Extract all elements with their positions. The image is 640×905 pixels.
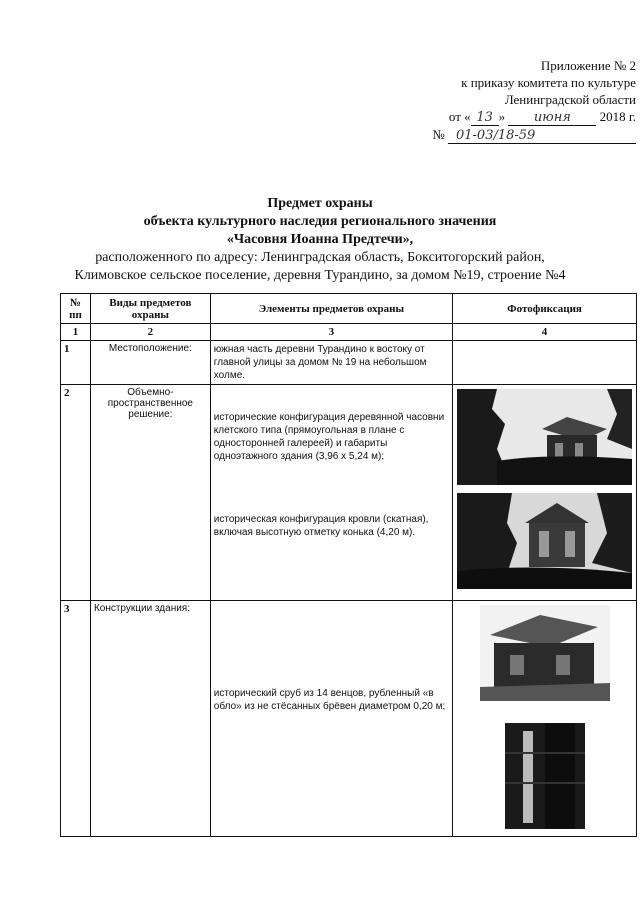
header-num: № пп: [61, 294, 91, 324]
header-elements: Элементы предметов охраны: [210, 294, 452, 324]
protection-table: [60, 293, 637, 837]
row-type: Объемно-пространственное решение:: [90, 385, 210, 601]
row-element: южная часть деревни Турандино к востоку от главной улицы за домом № 19 на небольшом холме.: [210, 341, 452, 385]
row-photo-empty: [453, 341, 637, 385]
row-element: исторические конфигурация деревянной часовни клетского типа (прямоугольная в плане с односторонней галереей) и габариты одноэтажного здания (3,96 х 5,24 м);: [213, 412, 445, 462]
title-line-4: расположенного по адресу: Ленинградская область, Бокситогорский район,: [95, 250, 545, 265]
appendix-order-line: к приказу комитета по культуре: [461, 75, 636, 90]
document-title: [0, 195, 640, 285]
row-photo-cell: [453, 385, 637, 601]
row-elements-cell: [210, 385, 452, 601]
row-number: 1: [61, 341, 91, 385]
header-row: [61, 294, 637, 324]
number-prefix: №: [432, 127, 445, 142]
date-mid: »: [498, 109, 506, 124]
appendix-number-line: [386, 126, 636, 144]
title-line-2: объекта культурного наследия регионального значения: [143, 214, 497, 229]
date-year: 2018 г.: [599, 109, 636, 124]
row-element: исторический сруб из 14 венцов, рубленный «в обло» из не стёсанных брёвен диаметром 0,20 м;: [213, 688, 446, 712]
table-row: [61, 385, 637, 601]
column-number-row: [61, 324, 637, 341]
col-number: 4: [453, 324, 637, 341]
chapel-photo-2: [457, 493, 632, 589]
log-frame-photo-2: [505, 723, 585, 829]
title-line-1: Предмет охраны: [267, 196, 373, 211]
table-row: [61, 601, 637, 837]
date-month: июня: [508, 111, 596, 126]
log-frame-photo-1: [480, 605, 610, 701]
appendix-title: Приложение № 2: [540, 58, 636, 73]
appendix-committee-line: Ленинградской области: [504, 92, 636, 107]
header-photo: Фотофиксация: [453, 294, 637, 324]
date-prefix: от «: [448, 109, 471, 124]
row-element: историческая конфигурация кровли (скатная), включая высотную отметку конька (4,20 м).: [213, 514, 429, 538]
title-line-5: Климовское сельское поселение, деревня Турандино, за домом №19, строение №4: [74, 268, 566, 283]
appendix-block: [386, 57, 636, 144]
date-day: 13: [471, 111, 499, 126]
order-number: 01-03/18-59: [448, 129, 636, 144]
title-line-3: «Часовня Иоанна Предтечи»,: [226, 232, 414, 247]
row-photo-cell: [453, 601, 637, 837]
row-number: 3: [61, 601, 91, 837]
row-type: Конструкции здания:: [90, 601, 210, 837]
header-types: Виды предметов охраны: [90, 294, 210, 324]
table-row: [61, 341, 637, 385]
appendix-date-line: [386, 108, 636, 126]
col-number: 1: [61, 324, 91, 341]
row-type: Местоположение:: [90, 341, 210, 385]
row-elements-cell: [210, 601, 452, 837]
chapel-photo-1: [457, 389, 632, 485]
col-number: 2: [90, 324, 210, 341]
row-number: 2: [61, 385, 91, 601]
col-number: 3: [210, 324, 452, 341]
